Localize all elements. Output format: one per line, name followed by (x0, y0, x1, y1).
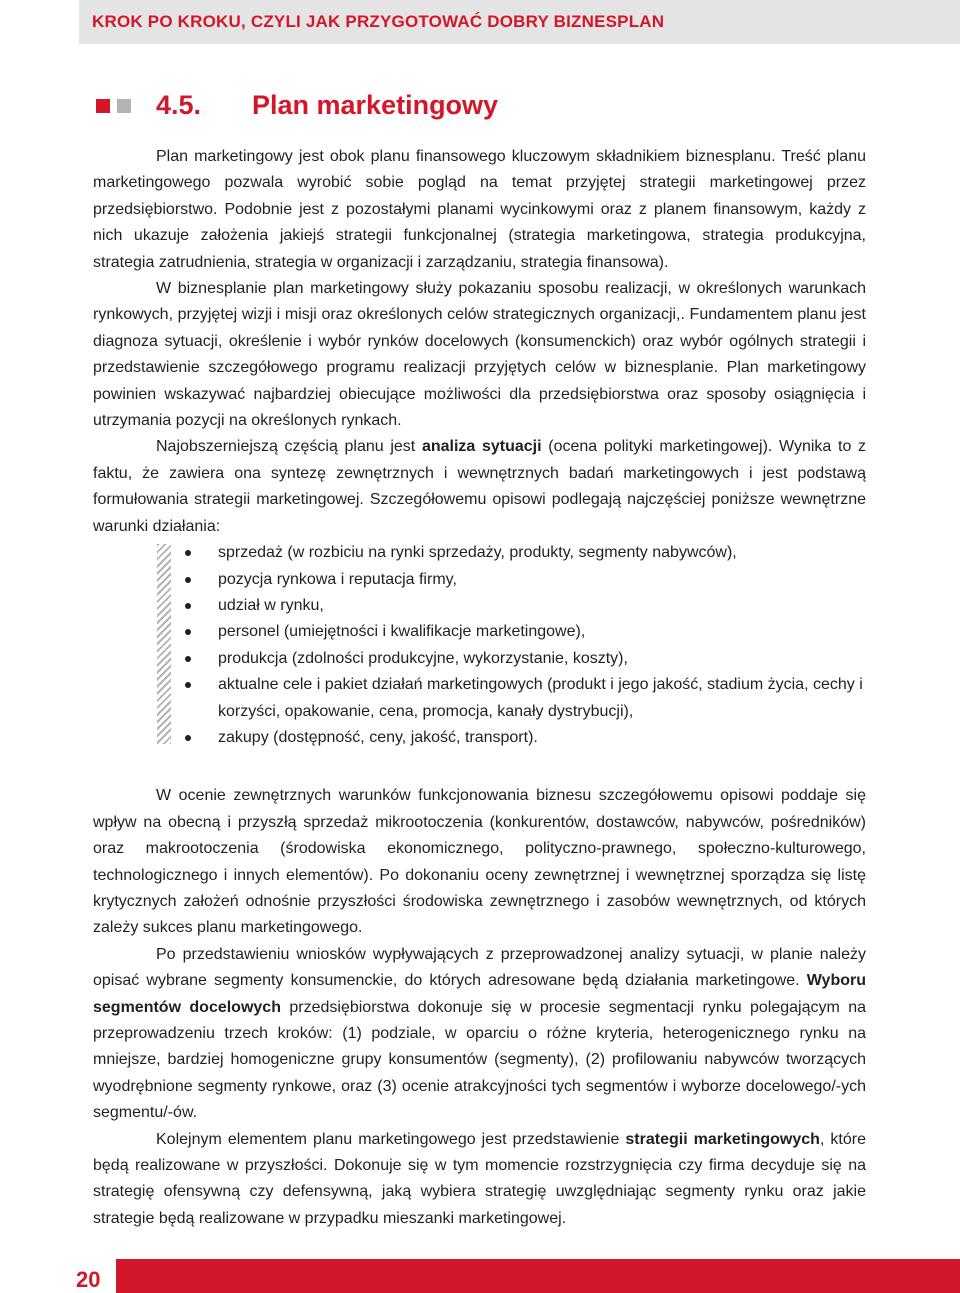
paragraph-3-text: Najobszerniejszą częścią planu jest (156, 438, 422, 456)
bullet-list (93, 540, 866, 751)
paragraph-1: Plan marketingowy jest obok planu finansowego kluczowym składnikiem biznesplanu. Treść planu marketingowego pozwala wyrobić sobie pogląd na temat przyjętej strategii marketingowej przez przedsiębiorstwo. Podobnie jest z pozostałymi planami wycinkowymi oraz z planem finansowym, każdy z nich ukazuje założenia jakiejś strategii funkcjonalnej (strategia marketingowa, strategia produkcyjna, strategia zatrudnienia, strategia w organizacji i zarządzaniu, strategia finansowa). (93, 148, 866, 271)
list-item: sprzedaż (w rozbiciu na rynki sprzedaży, produkty, segmenty nabywców), (218, 540, 866, 566)
paragraph-5-bold: Wyboru segmentów docelowych (93, 972, 866, 1016)
footer-bar (79, 1259, 960, 1293)
list-item: pozycja rynkowa i reputacja firmy, (218, 567, 866, 593)
paragraph-3-text-end: (ocena polityki marketingowej). Wynika to z faktu, że zawiera ona syntezę zewnętrznych i wewnętrznych badań marketingowych i jest podstawą formułowania strategii marketingowej. Szczegółowemu opisowi podlegają najczęściej poniższe wewnętrzne warunki działania: (93, 438, 867, 535)
paragraph-3 (93, 434, 866, 540)
section-title: Plan marketingowy (252, 90, 499, 120)
paragraph-2: W biznesplanie plan marketingowy służy pokazaniu sposobu realizacji, w określonych warunkach rynkowych, przyjętej wizji i misji oraz określonych celów strategicznych organizacji,. Fundamentem planu jest diagnoza sytuacji, określenie i wybór rynków docelowych (konsumenckich) oraz wybór ogólnych strategii i przedstawienie szczegółowego programu realizacji przyjętych celów w biznesplanie. Plan marketingowy powinien wskazywać najbardziej obiecujące możliwości dla przedsiębiorstwa oraz sposoby osiągnięcia i utrzymania pozycji na określonych rynkach. (93, 280, 866, 430)
list-item: udział w rynku, (218, 593, 866, 619)
list-item: personel (umiejętności i kwalifikacje marketingowe), (218, 619, 866, 645)
paragraph-5-text-end: przedsiębiorstwa dokonuje się w procesie segmentacji rynku polegającym na przeprowadzeniu trzech kroków: (1) podziale, w oparciu o różne kryteria, heterogenicznego rynku na mniejsze, bardziej homogeniczne grupy konsumentów (segmenty), (2) profilowaniu nabywców tworzących wyodrębnione segmenty rynkowe, oraz (3) ocenie atrakcyjności tych segmentów i wyborze docelowego/-ych segmentu/-ów. (93, 998, 866, 1122)
hatched-decoration (157, 544, 171, 744)
page-number: 20 (76, 1267, 101, 1292)
paragraph-6 (93, 1127, 866, 1233)
paragraph-6-bold: strategii marketingowych (625, 1130, 820, 1148)
list-item: aktualne cele i pakiet działań marketingowych (produkt i jego jakość, stadium życia, cechy i korzyści, opakowanie, cena, promocja, kanały dystrybucji), (218, 672, 866, 725)
section-number: 4.5. (156, 90, 202, 120)
body-text (93, 144, 866, 1232)
list-item: produkcja (zdolności produkcyjne, wykorzystanie, koszty), (218, 646, 866, 672)
section-marker-red-square (96, 99, 110, 113)
section-marker-grey-square (117, 99, 131, 113)
paragraph-4: W ocenie zewnętrznych warunków funkcjonowania biznesu szczegółowemu opisowi poddaje się wpływ na obecną i przyszłą sprzedaż mikrootoczenia (konkurentów, dostawców, nabywców, pośredników) oraz makrootoczenia (środowiska ekonomicznego, polityczno-prawnego, społeczno-kulturowego, technologicznego i innych elementów). Po dokonaniu oceny zewnętrznej i wewnętrznej sporządza się listę krytycznych założeń odnośnie przyszłości środowiska zewnętrznego i zasobów wewnętrznych, od których zależy sukces planu marketingowego. (93, 787, 866, 937)
paragraph-6-text-end: , które będą realizowane w przyszłości. Dokonuje się w tym momencie rozstrzygnięcia czy firma decyduje się na strategię ofensywną czy defensywną, jaką wybiera strategię uwzględniając segmenty rynku oraz jakie strategie będą realizowane w przypadku mieszanki marketingowej. (93, 1130, 866, 1227)
paragraph-5-text: Po przedstawieniu wniosków wypływających z przeprowadzonej analizy sytuacji, w planie należy opisać wybrane segmenty konsumenckie, do których adresowane będą działania marketingowe. (93, 945, 866, 990)
paragraph-5 (93, 942, 866, 1127)
list-item: zakupy (dostępność, ceny, jakość, transport). (218, 725, 866, 751)
paragraph-3-bold: analiza sytuacji (421, 438, 542, 456)
paragraph-6-text: Kolejnym elementem planu marketingowego jest przedstawienie (156, 1130, 626, 1148)
running-header-title: KROK PO KROKU, CZYLI JAK PRZYGOTOWAĆ DOBRY BIZNESPLAN (92, 12, 665, 31)
